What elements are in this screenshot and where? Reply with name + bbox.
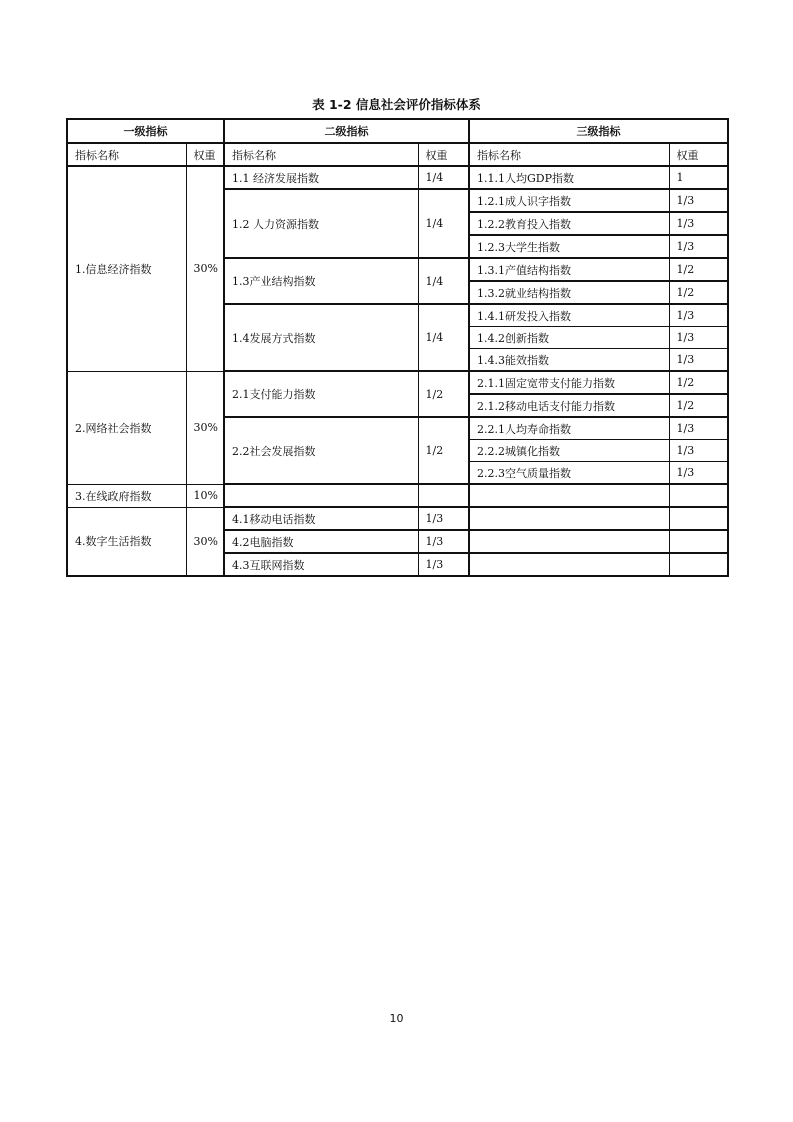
table-row [67, 507, 728, 530]
l3-name-cell: 2.2.1人均寿命指数 [469, 417, 669, 440]
l3-weight-cell: 1/3 [669, 212, 728, 235]
l3-weight-cell: 1/2 [669, 371, 728, 394]
l3-name-cell: 1.4.2创新指数 [469, 327, 669, 349]
header-level2: 二级指标 [224, 119, 469, 143]
l1-weight-cell: 30% [186, 166, 224, 371]
l2-name-cell: 1.3产业结构指数 [224, 258, 418, 304]
header-l1-name: 指标名称 [67, 143, 186, 166]
l3-name-cell: 2.2.2城镇化指数 [469, 440, 669, 462]
l3-weight-cell: 1/3 [669, 304, 728, 327]
l3-weight-cell: 1/2 [669, 394, 728, 417]
header-l2-name: 指标名称 [224, 143, 418, 166]
l3-name-cell: 2.1.2移动电话支付能力指数 [469, 394, 669, 417]
l3-name-cell: 1.2.2教育投入指数 [469, 212, 669, 235]
l3-name-cell [469, 530, 669, 553]
header-l3-weight: 权重 [669, 143, 728, 166]
l3-name-cell: 1.4.3能效指数 [469, 349, 669, 372]
l1-name-cell: 1.信息经济指数 [67, 166, 186, 371]
l2-weight-cell: 1/4 [418, 304, 469, 371]
l3-weight-cell: 1/3 [669, 417, 728, 440]
l3-weight-cell [669, 484, 728, 507]
l2-name-cell [224, 484, 418, 507]
header-l3-name: 指标名称 [469, 143, 669, 166]
l1-name-cell: 4.数字生活指数 [67, 507, 186, 576]
l3-weight-cell [669, 507, 728, 530]
l3-name-cell: 1.1.1人均GDP指数 [469, 166, 669, 189]
indicator-table [66, 118, 729, 577]
l3-weight-cell: 1/2 [669, 258, 728, 281]
l3-weight-cell: 1/2 [669, 281, 728, 304]
page-number: 10 [389, 1012, 404, 1025]
l3-weight-cell: 1/3 [669, 349, 728, 372]
l3-name-cell: 1.2.1成人识字指数 [469, 189, 669, 212]
l3-name-cell [469, 507, 669, 530]
l2-name-cell: 2.1支付能力指数 [224, 371, 418, 417]
l3-weight-cell [669, 530, 728, 553]
l2-name-cell: 4.2电脑指数 [224, 530, 418, 553]
l1-weight-cell: 30% [186, 371, 224, 484]
header-level1: 一级指标 [67, 119, 224, 143]
l2-name-cell: 2.2社会发展指数 [224, 417, 418, 484]
l2-name-cell: 1.2 人力资源指数 [224, 189, 418, 258]
l2-weight-cell: 1/4 [418, 189, 469, 258]
header-l1-weight: 权重 [186, 143, 224, 166]
l2-name-cell: 1.4发展方式指数 [224, 304, 418, 371]
l3-weight-cell: 1/3 [669, 327, 728, 349]
l1-name-cell: 2.网络社会指数 [67, 371, 186, 484]
l3-name-cell [469, 484, 669, 507]
l2-weight-cell: 1/2 [418, 371, 469, 417]
l3-weight-cell: 1/3 [669, 440, 728, 462]
header-level3: 三级指标 [469, 119, 728, 143]
l2-weight-cell: 1/4 [418, 166, 469, 189]
l2-name-cell: 1.1 经济发展指数 [224, 166, 418, 189]
table-row [67, 371, 728, 394]
l3-weight-cell [669, 553, 728, 576]
l2-weight-cell: 1/4 [418, 258, 469, 304]
l3-weight-cell: 1/3 [669, 235, 728, 258]
l3-name-cell: 1.3.2就业结构指数 [469, 281, 669, 304]
l2-name-cell: 4.1移动电话指数 [224, 507, 418, 530]
l2-name-cell: 4.3互联网指数 [224, 553, 418, 576]
header-l2-weight: 权重 [418, 143, 469, 166]
l3-weight-cell: 1/3 [669, 189, 728, 212]
table-row [67, 166, 728, 189]
l2-weight-cell [418, 484, 469, 507]
l1-weight-cell: 10% [186, 484, 224, 507]
l1-name-cell: 3.在线政府指数 [67, 484, 186, 507]
l3-weight-cell: 1/3 [669, 462, 728, 485]
l2-weight-cell: 1/3 [418, 530, 469, 553]
l3-name-cell: 1.3.1产值结构指数 [469, 258, 669, 281]
l3-name-cell [469, 553, 669, 576]
table-caption: 表 1-2 信息社会评价指标体系 [312, 97, 481, 112]
l3-name-cell: 1.4.1研发投入指数 [469, 304, 669, 327]
l2-weight-cell: 1/2 [418, 417, 469, 484]
l3-name-cell: 2.1.1固定宽带支付能力指数 [469, 371, 669, 394]
l1-weight-cell: 30% [186, 507, 224, 576]
l2-weight-cell: 1/3 [418, 507, 469, 530]
l3-name-cell: 1.2.3大学生指数 [469, 235, 669, 258]
l2-weight-cell: 1/3 [418, 553, 469, 576]
l3-name-cell: 2.2.3空气质量指数 [469, 462, 669, 485]
table-row [67, 484, 728, 507]
l3-weight-cell: 1 [669, 166, 728, 189]
